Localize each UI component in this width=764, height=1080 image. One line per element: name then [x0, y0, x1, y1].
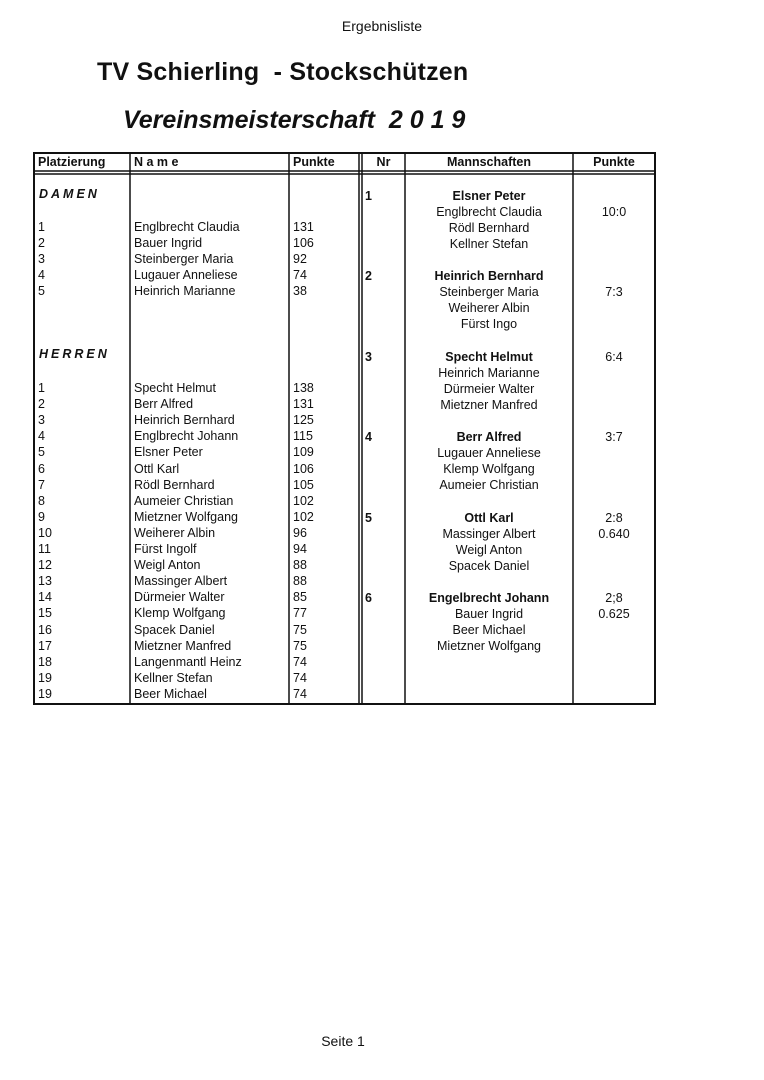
herren-name: Specht Helmut	[134, 381, 216, 395]
herren-name: Englbrecht Johann	[134, 429, 239, 444]
herren-punkte: 94	[293, 542, 307, 556]
damen-platz: 3	[38, 252, 45, 267]
team-nr: 4	[365, 430, 372, 444]
herren-name: Aumeier Christian	[134, 493, 234, 508]
damen-name: Bauer Ingrid	[134, 236, 203, 251]
page-number: Seite 1	[321, 1033, 365, 1049]
herren-name: Berr Alfred	[134, 397, 194, 412]
herren-punkte: 106	[293, 461, 314, 476]
team-member: Weiherer Albin	[448, 301, 530, 316]
damen-platz: 4	[38, 268, 45, 283]
team-ratio: 0.640	[598, 527, 630, 542]
herren-name: Fürst Ingolf	[134, 542, 197, 556]
herren-platz: 4	[38, 429, 45, 444]
herren-name: Elsner Peter	[134, 445, 203, 460]
herren-punkte: 75	[293, 622, 307, 637]
damen-punkte: 38	[293, 284, 307, 299]
header-team-punkte: Punkte	[593, 155, 635, 169]
herren-platz: 8	[38, 493, 45, 508]
herren-punkte: 85	[293, 590, 307, 605]
team-member: Steinberger Maria	[439, 285, 539, 300]
herren-platz: 5	[38, 445, 45, 460]
damen-platz: 1	[38, 220, 45, 234]
page-subtitle: Vereinsmeisterschaft 2 0 1 9	[123, 106, 466, 134]
herren-punkte: 138	[293, 381, 314, 395]
herren-punkte: 109	[293, 445, 314, 460]
herren-name: Ottl Karl	[134, 461, 180, 476]
damen-name: Englbrecht Claudia	[134, 220, 240, 234]
herren-name: Spacek Daniel	[134, 622, 215, 637]
team-score: 7:3	[605, 285, 623, 300]
team-member: Fürst Ingo	[460, 317, 518, 332]
team-score: 2;8	[605, 591, 623, 605]
team-captain: Heinrich Bernhard	[434, 269, 544, 283]
herren-platz: 7	[38, 477, 45, 492]
herren-punkte: 115	[293, 429, 313, 444]
herren-platz: 17	[38, 638, 52, 653]
herren-platz: 14	[38, 590, 52, 605]
team-member: Heinrich Marianne	[438, 366, 540, 381]
herren-punkte: 88	[293, 558, 307, 573]
team-member: Mietzner Manfred	[440, 398, 538, 413]
herren-platz: 19	[38, 670, 52, 685]
herren-punkte: 102	[293, 509, 314, 524]
team-captain: Engelbrecht Johann	[428, 591, 550, 605]
herren-name: Massinger Albert	[134, 574, 228, 589]
team-score: 2:8	[605, 511, 623, 525]
team-member: Rödl Bernhard	[448, 221, 530, 236]
team-score: 10:0	[601, 205, 627, 220]
herren-name: Rödl Bernhard	[134, 477, 215, 492]
herren-name: Weigl Anton	[134, 558, 201, 573]
document-label: Ergebnisliste	[341, 18, 423, 34]
herren-name: Kellner Stefan	[134, 670, 213, 685]
team-nr: 3	[365, 350, 372, 364]
herren-punkte: 77	[293, 606, 307, 621]
team-member: Bauer Ingrid	[454, 607, 524, 622]
damen-punkte: 131	[293, 220, 314, 234]
section-damen: DAMEN	[39, 187, 100, 201]
herren-platz: 11	[38, 542, 51, 556]
herren-platz: 13	[38, 574, 52, 589]
herren-punkte: 96	[293, 525, 307, 540]
damen-name: Lugauer Anneliese	[134, 268, 238, 283]
team-member: Dürmeier Walter	[443, 382, 535, 397]
header-nr: Nr	[376, 155, 391, 169]
damen-platz: 5	[38, 284, 45, 299]
herren-name: Weiherer Albin	[134, 525, 216, 540]
herren-platz: 3	[38, 413, 45, 428]
damen-name: Heinrich Marianne	[134, 284, 236, 299]
damen-punkte: 106	[293, 236, 314, 251]
team-captain: Specht Helmut	[445, 350, 533, 364]
team-member: Spacek Daniel	[448, 559, 530, 574]
header-mannschaften: Mannschaften	[446, 155, 532, 169]
damen-platz: 2	[38, 236, 45, 251]
herren-name: Langenmantl Heinz	[134, 654, 242, 669]
herren-punkte: 75	[293, 638, 307, 653]
herren-platz: 2	[38, 397, 45, 412]
herren-punkte: 125	[293, 413, 314, 428]
team-member: Lugauer Anneliese	[437, 446, 541, 461]
team-nr: 6	[365, 591, 372, 605]
herren-platz: 10	[38, 525, 52, 540]
damen-punkte: 74	[293, 268, 307, 283]
section-herren: HERREN	[39, 347, 110, 361]
herren-name: Mietzner Manfred	[134, 638, 232, 653]
herren-name: Klemp Wolfgang	[134, 606, 226, 621]
team-score: 6:4	[605, 350, 623, 364]
header-platzierung: Platzierung	[38, 155, 106, 169]
team-nr: 5	[365, 511, 372, 525]
damen-name: Steinberger Maria	[134, 252, 234, 267]
herren-punkte: 131	[293, 397, 314, 412]
team-member: Aumeier Christian	[439, 478, 539, 493]
team-member: Beer Michael	[452, 623, 526, 638]
herren-punkte: 88	[293, 574, 307, 589]
herren-platz: 1	[38, 381, 45, 395]
team-captain: Ottl Karl	[464, 511, 514, 525]
herren-platz: 16	[38, 622, 52, 637]
team-ratio: 0.625	[598, 607, 630, 622]
herren-platz: 9	[38, 509, 45, 524]
herren-punkte: 74	[293, 670, 307, 685]
team-captain: Berr Alfred	[456, 430, 522, 444]
team-captain: Elsner Peter	[452, 189, 526, 203]
damen-punkte: 92	[293, 252, 307, 267]
herren-name: Dürmeier Walter	[134, 590, 225, 605]
team-nr: 2	[365, 269, 372, 283]
herren-platz: 6	[38, 461, 45, 476]
team-member: Englbrecht Claudia	[436, 205, 542, 220]
herren-name: Beer Michael	[134, 686, 207, 701]
herren-name: Mietzner Wolfgang	[134, 509, 238, 524]
team-score: 3:7	[605, 430, 623, 444]
team-member: Kellner Stefan	[449, 237, 529, 252]
herren-platz: 15	[38, 606, 52, 621]
team-member: Mietzner Wolfgang	[437, 639, 541, 654]
herren-platz: 12	[38, 558, 52, 573]
herren-name: Heinrich Bernhard	[134, 413, 235, 428]
team-nr: 1	[365, 189, 372, 203]
page-title: TV Schierling - Stockschützen	[97, 58, 469, 86]
herren-punkte: 105	[293, 477, 314, 492]
team-member: Weigl Anton	[455, 543, 523, 558]
herren-platz: 19	[38, 686, 52, 701]
herren-punkte: 74	[293, 686, 307, 701]
herren-punkte: 102	[293, 493, 314, 508]
header-name: N a m e	[134, 155, 179, 169]
herren-platz: 18	[38, 654, 52, 669]
team-member: Klemp Wolfgang	[443, 462, 535, 477]
header-punkte: Punkte	[293, 155, 335, 169]
team-member: Massinger Albert	[442, 527, 536, 542]
herren-punkte: 74	[293, 654, 307, 669]
